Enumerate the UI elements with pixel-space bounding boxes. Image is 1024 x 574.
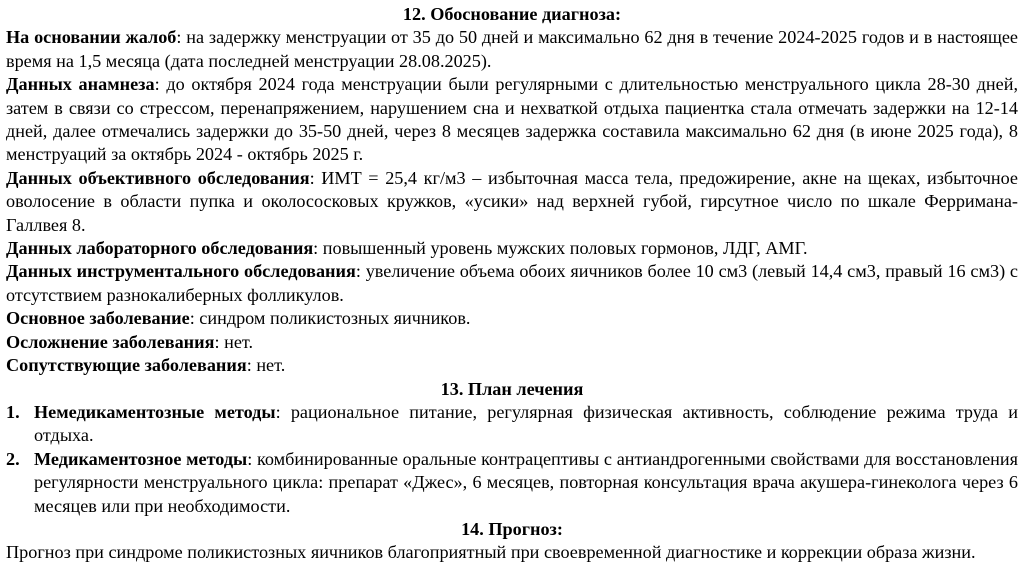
laboratory-exam-text: : повышенный уровень мужских половых гормонов, ЛДГ, АМГ. — [313, 238, 808, 259]
list-item — [6, 401, 1018, 448]
instrumental-exam-text: : увеличение объема обоих яичников более 10 см3 (левый 14,4 см3, правый 16 см3) с отсутствием разнокалиберных фолликулов. — [6, 261, 1018, 305]
list-item-body — [34, 401, 1018, 448]
laboratory-exam-label: Данных лабораторного обследования — [6, 238, 314, 259]
section-14-heading: 14. Прогноз: — [461, 518, 563, 539]
non-drug-methods-text: : рациональное питание, регулярная физическая активность, соблюдение режима труда и отдыха. — [34, 401, 1018, 446]
objective-exam-paragraph — [6, 167, 1018, 237]
drug-methods-label: Медикаментозное методы — [34, 448, 248, 469]
anamnesis-label: Данных анамнеза — [6, 74, 155, 95]
complaints-text: : на задержку менструации от 35 до 50 дней и максимально 62 дня в течение 2024-2025 годов и в настоящее время на 1,5 месяца (дата последней менструации 28.08.2025). — [6, 27, 1018, 71]
main-disease-text: : синдром поликистозных яичников. — [189, 308, 471, 329]
concomitant-label: Сопутствующие заболевания — [6, 355, 247, 376]
non-drug-methods-label: Немедикаментозные методы — [34, 401, 276, 422]
complication-label: Осложнение заболевания — [6, 331, 215, 352]
drug-methods-text: : комбинированные оральные контрацептивы с антиандрогенными свойствами для восстановления регулярности менструального цикла: препарат «Джес», 6 месяцев, повторная консультация врача акушера-гинеколога через 6 месяцев или при необходимости. — [34, 448, 1019, 516]
complaints-label: На основании жалоб — [6, 27, 177, 48]
section-13-heading: 13. План лечения — [440, 378, 584, 399]
list-item-number: 2. — [6, 448, 20, 469]
treatment-plan-list — [6, 401, 1018, 518]
laboratory-exam-paragraph — [6, 237, 1018, 260]
instrumental-exam-paragraph — [6, 260, 1018, 307]
concomitant-text: : нет. — [246, 355, 286, 376]
instrumental-exam-label: Данных инструментального обследования — [6, 261, 356, 282]
document-page — [6, 3, 1018, 565]
list-item-body — [34, 448, 1018, 518]
objective-exam-label: Данных объективного обследования — [6, 167, 310, 188]
section-12-heading: 12. Обоснование диагноза: — [402, 4, 622, 24]
list-item — [6, 448, 1018, 518]
complaints-paragraph — [6, 26, 1018, 73]
concomitant-paragraph — [6, 354, 1018, 377]
prognosis-paragraph: Прогноз при синдроме поликистозных яичников благоприятный при своевременной диагностике и коррекции образа жизни. — [6, 542, 976, 563]
anamnesis-paragraph — [6, 73, 1018, 167]
complication-paragraph — [6, 331, 1018, 354]
list-item-number: 1. — [6, 401, 20, 422]
objective-exam-text: : ИМТ = 25,4 кг/м3 – избыточная масса тела, предожирение, акне на щеках, избыточное оволосение в области пупка и околососковых кружков, «усики» над верхней губой, гирсутное число по шкале Ферримана-Галлвея 8. — [6, 167, 1018, 235]
anamnesis-text: : до октября 2024 года менструации были регулярными с длительностью менструального цикла 28-30 дней, затем в связи со стрессом, перенапряжением, нарушением сна и нехваткой отдыха пациентка стала отмечать задержки на 12-14 дней, далее отмечались задержки до 35-50 дней, через 8 месяцев задержка составила максимально 62 дня (в июне 2025 года), 8 менструаций за октябрь 2024 - октябрь 2025 г. — [6, 74, 1018, 165]
complication-text: : нет. — [214, 331, 254, 352]
main-disease-paragraph — [6, 307, 1018, 330]
main-disease-label: Основное заболевание — [6, 308, 190, 329]
